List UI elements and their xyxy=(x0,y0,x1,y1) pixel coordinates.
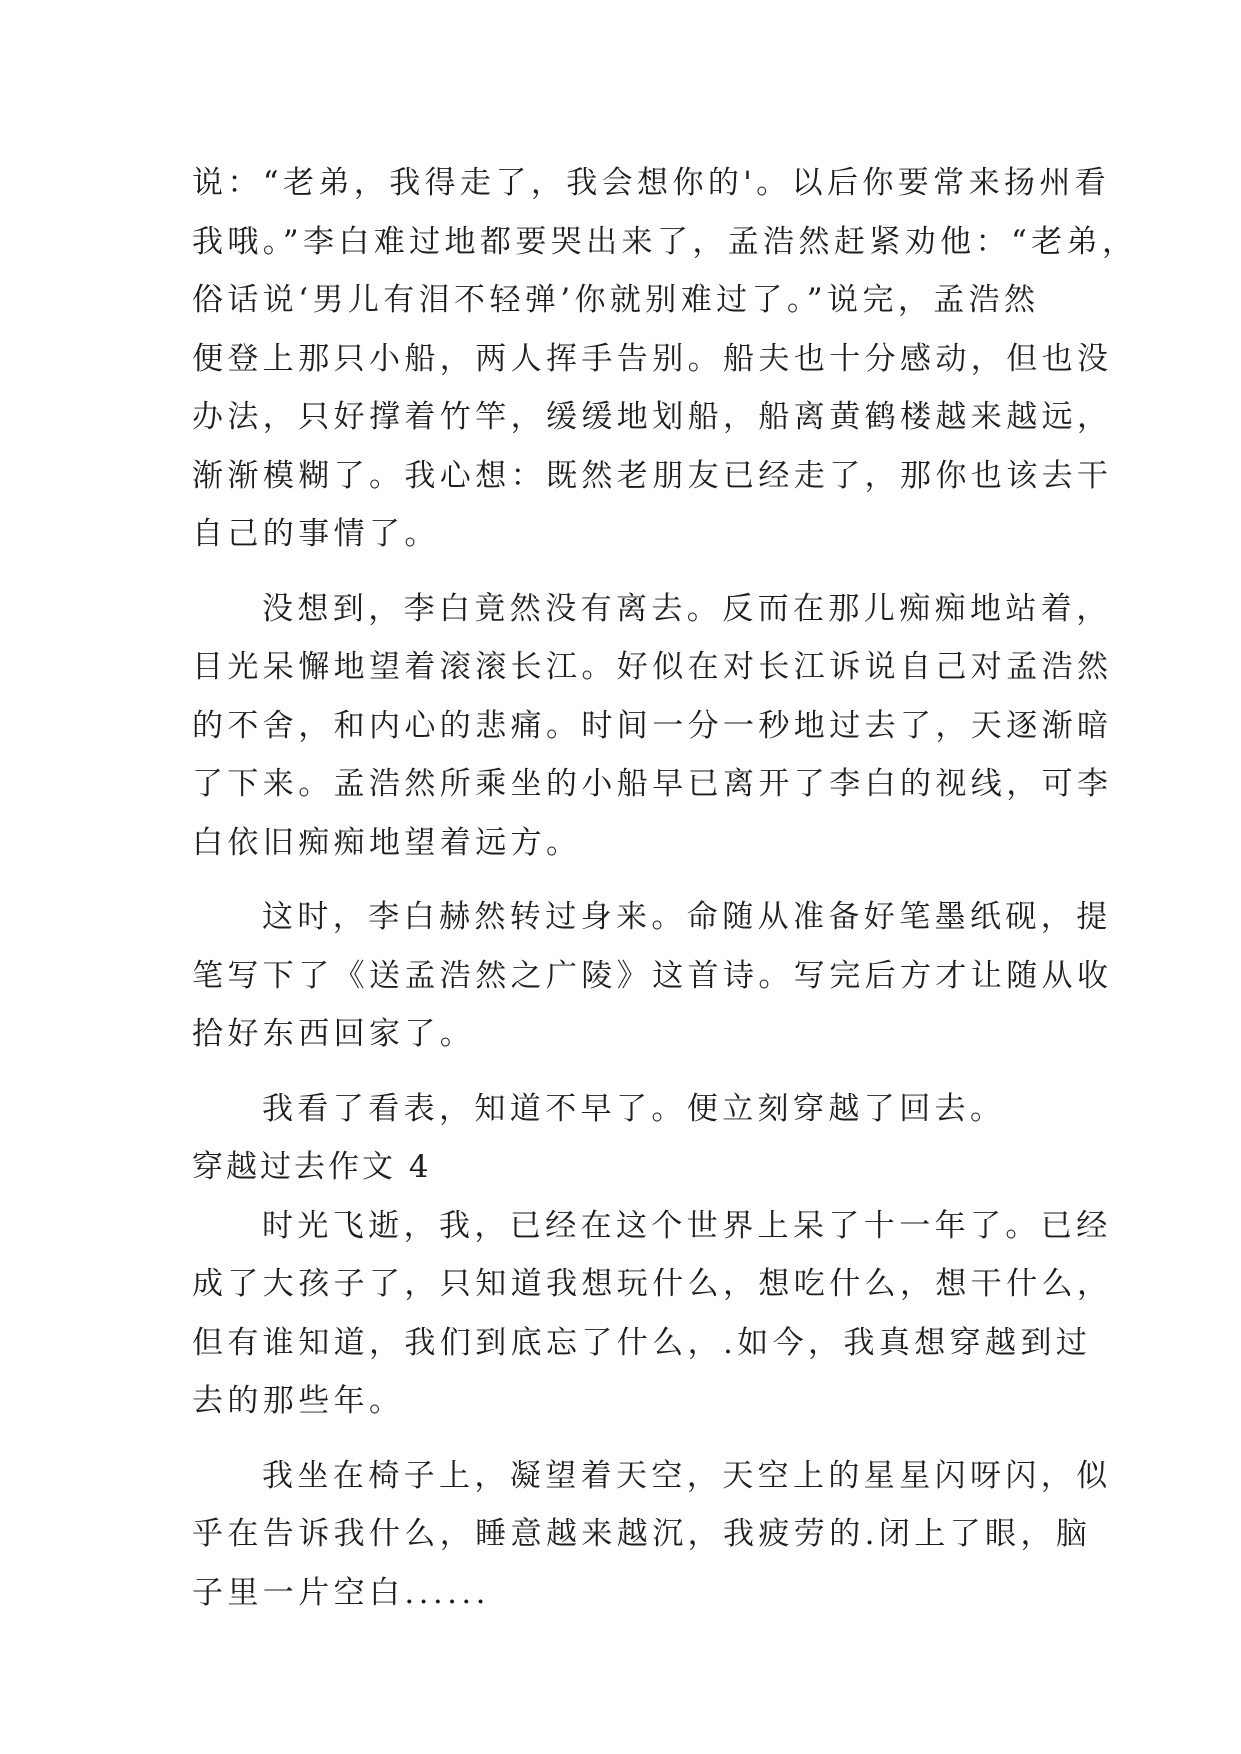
text-line: 说：“老弟，我得走了，我会想你的'。以后你要常来扬州看 xyxy=(192,165,1111,201)
text-line: 办法，只好撑着竹竿，缓缓地划船，船离黄鹤楼越来越远， xyxy=(192,399,1113,435)
text-line: 但有谁知道，我们到底忘了什么，.如今，我真想穿越到过 xyxy=(192,1324,1092,1361)
text-line: 便登上那只小船，两人挥手告别。船夫也十分感动，但也没 xyxy=(192,340,1113,377)
paragraph-3 xyxy=(192,888,1113,1064)
text-line: 白依旧痴痴地望着远方。 xyxy=(192,824,582,861)
text-line: 笔写下了《送孟浩然之广陵》这首诗。写完后方才让随从收 xyxy=(192,957,1113,994)
text-line: 没想到，李白竟然没有离去。反而在那儿痴痴地站着， xyxy=(262,590,1112,627)
text-line: 我看了看表，知道不早了。便立刻穿越了回去。 xyxy=(262,1090,1006,1127)
paragraph-spacer xyxy=(192,1064,1052,1080)
essay-body xyxy=(192,154,1138,1622)
text-line: 俗话说‘男儿有泪不轻弹’你就别难过了。”说完，孟浩然 xyxy=(192,282,1040,318)
paragraph-1 xyxy=(192,154,1138,564)
section-heading: 穿越过去作文 4 xyxy=(192,1149,432,1185)
text-line: 的不舍，和内心的悲痛。时间一分一秒地过去了，天逐渐暗 xyxy=(192,707,1113,744)
text-line: 乎在告诉我什么，睡意越来越沉，我疲劳的.闭上了眼，脑 xyxy=(192,1516,1092,1552)
text-line: 了下来。孟浩然所乘坐的小船早已离开了李白的视线，可李 xyxy=(192,766,1113,802)
text-line: 时光飞逝，我，已经在这个世界上呆了十一年了。已经 xyxy=(262,1207,1112,1244)
paragraph-spacer xyxy=(192,872,1052,888)
text-line: 去的那些年。 xyxy=(192,1383,405,1419)
paragraph-spacer xyxy=(192,1431,1052,1447)
paragraph-2 xyxy=(192,580,1113,873)
paragraph-4 xyxy=(192,1080,1052,1139)
paragraph-spacer xyxy=(192,564,1052,580)
paragraph-6 xyxy=(192,1447,1112,1623)
text-line: 目光呆懈地望着滚滚长江。好似在对长江诉说自己对孟浩然 xyxy=(192,649,1113,685)
text-line: 这时，李白赫然转过身来。命随从准备好笔墨纸砚，提 xyxy=(262,899,1112,935)
text-line: 我坐在椅子上，凝望着天空，天空上的星星闪呀闪，似 xyxy=(262,1457,1112,1494)
paragraph-5 xyxy=(192,1197,1113,1431)
text-line: 拾好东西回家了。 xyxy=(192,1016,476,1052)
text-line: 成了大孩子了，只知道我想玩什么，想吃什么，想干什么， xyxy=(192,1266,1113,1302)
text-line: 自己的事情了。 xyxy=(192,516,440,552)
text-line: 我哦。”李白难过地都要哭出来了，孟浩然赶紧劝他：“老弟， xyxy=(192,223,1138,260)
text-line: 渐渐模糊了。我心想：既然老朋友已经走了，那你也该去干 xyxy=(192,457,1113,494)
text-line: 子里一片空白...... xyxy=(192,1574,490,1611)
